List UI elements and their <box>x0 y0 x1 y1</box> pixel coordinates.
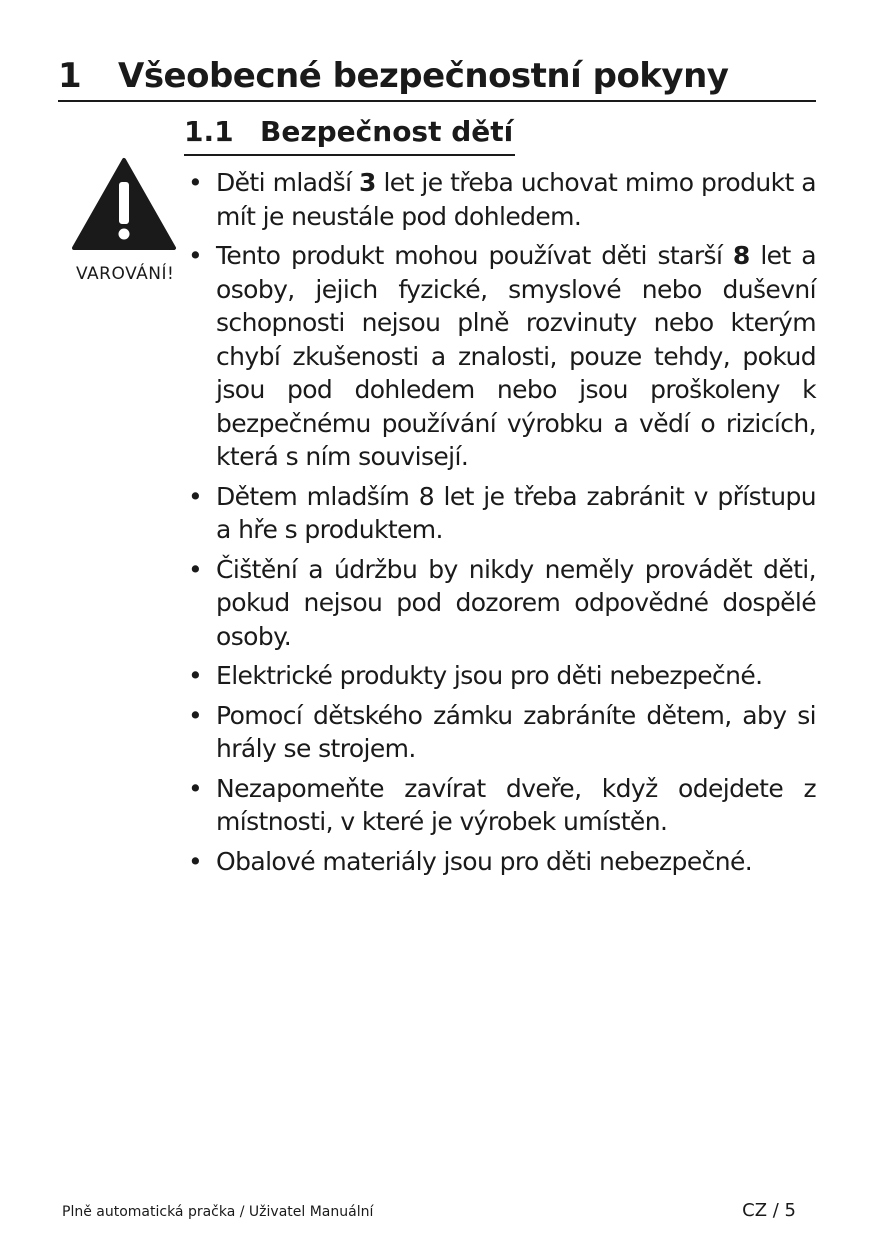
list-item <box>184 659 816 693</box>
list-item <box>184 845 816 879</box>
bullet-dot: • <box>188 481 203 511</box>
warning-box <box>66 156 194 284</box>
section-header <box>184 112 515 156</box>
child-safety-list <box>184 166 816 884</box>
list-item-text: Obalové materiály jsou pro děti nebezpečné. <box>216 846 753 876</box>
warning-triangle-icon <box>70 156 178 252</box>
bullet-dot: • <box>188 168 203 197</box>
bullet-dot: • <box>188 773 203 803</box>
list-item <box>184 239 816 474</box>
bullet-dot: • <box>188 554 203 584</box>
footer-document-title: Plně automatická pračka / Uživatel Manuální <box>62 1204 374 1220</box>
bullet-dot: • <box>188 700 203 730</box>
list-item-text: Elektrické produkty jsou pro děti nebezpečné. <box>216 661 763 690</box>
footer-page-number: CZ / 5 <box>742 1200 796 1221</box>
list-item <box>184 553 816 654</box>
list-item-text: Tento produkt mohou používat děti starší <box>216 241 733 270</box>
list-item <box>184 699 816 766</box>
bullet-dot: • <box>188 241 203 270</box>
list-item-text: Nezapomeňte zavírat dveře, když odejdete z místnosti, v které je výrobek umístěn. <box>216 773 816 836</box>
list-item-text: Dětem mladším 8 let je třeba zabránit v přístupu a hře s produktem. <box>216 481 816 544</box>
list-item <box>184 480 816 547</box>
age-number: 8 <box>732 241 750 270</box>
list-item <box>184 772 816 839</box>
chapter-number: 1 <box>58 56 82 96</box>
bullet-dot: • <box>188 846 203 876</box>
age-number: 3 <box>359 168 376 197</box>
list-item-text: let a osoby, jejich fyzické, smyslové nebo duševní schopnosti nejsou plně rozvinuty nebo kterým chybí zkušenosti a znalosti, pouze tehdy, pokud jsou pod dohledem nebo jsou proškoleny k bezpečnému používání výrobku a vědí o rizicích, která s ním souvisejí. <box>216 241 816 471</box>
chapter-title: Všeobecné bezpečnostní pokyny <box>118 56 729 96</box>
list-item-text: Čištění a údržbu by nikdy neměly provádět děti, pokud nejsou pod dozorem odpovědné dospělé osoby. <box>216 554 816 651</box>
section-title: Bezpečnost dětí <box>260 115 514 148</box>
list-item-text: Pomocí dětského zámku zabráníte dětem, aby si hrály se strojem. <box>216 700 816 763</box>
list-item <box>184 166 816 233</box>
bullet-dot: • <box>188 661 203 690</box>
list-item-text: let je třeba uchovat mimo produkt a mít je neustále pod dohledem. <box>216 168 816 231</box>
list-item-text: Děti mladší <box>216 168 360 197</box>
warning-label: VAROVÁNÍ! <box>76 264 175 284</box>
chapter-header <box>58 52 816 102</box>
section-number: 1.1 <box>184 115 234 148</box>
